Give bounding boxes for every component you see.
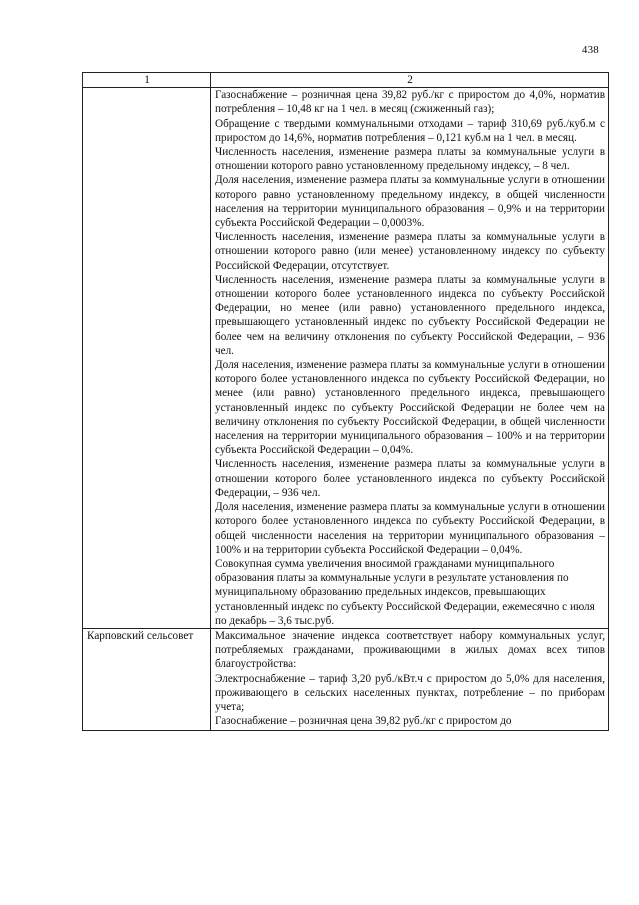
table-row (83, 628, 609, 730)
page-number: 438 (581, 44, 599, 56)
paragraph-total-payment-increase: Совокупная сумма увеличения вносимой гражданами муниципального образования платы за коммунальные услуги в результате установления по муниципальному образованию предельных индексов, превышающих установленный индекс по субъекту Российской Федерации, ежемесячно с июля по декабрь – 3,6 тыс.руб. (215, 557, 595, 627)
paragraph-share-above-index: Доля населения, изменение размера платы за коммунальные услуги в отношении которого более установленного индекса по субъекту Российской Федерации, в общей численности населения на территории муниципального образования – 100% и на территории субъекта Российской Федерации – 0,04%. (215, 501, 605, 556)
paragraph-population-below-index: Численность населения, изменение размера платы за коммунальные услуги в отношении которого равно (или менее) установленному индексу по субъекту Российской Федерации, отсутствует. (215, 231, 605, 272)
paragraph-gas-supply: Газоснабжение – розничная цена 39,82 руб./кг с приростом до 4,0%, норматив потребления – 10,48 кг на 1 чел. в месяц (сжиженный газ); (215, 89, 605, 116)
data-table (82, 72, 609, 731)
municipality-name-cell (83, 88, 211, 629)
paragraph-solid-waste: Обращение с твердыми коммунальными отходами – тариф 310,69 руб./куб.м с приростом до 14,6%, норматив потребления – 0,121 куб.м на 1 чел. в месяц. (215, 117, 605, 144)
paragraph-max-index-description: Максимальное значение индекса соответствует набору коммунальных услуг, потребляемых гражданами, проживающими в жилых домах всех типов благоустройства: (215, 629, 605, 671)
indicators-cell (211, 628, 609, 730)
paragraph-gas-supply-continued: Газоснабжение – розничная цена 39,82 руб./кг с приростом до (215, 715, 512, 728)
paragraph-share-between-indices: Доля населения, изменение размера платы за коммунальные услуги в отношении которого более установленного индекса по субъекту Российской Федерации, но менее (или равно) установленного предельного индекса, превышающего установленный индекс по субъекту Российской Федерации не более чем на величину отклонения по субъекту Российской Федерации, в общей численности населения на территории муниципального образования – 100% и на территории субъекта Российской Федерации – 0,04%. (215, 359, 605, 457)
indicators-cell (211, 88, 609, 629)
paragraph-electricity-supply: Электроснабжение – тариф 3,20 руб./кВт.ч с приростом до 5,0% для населения, проживающего в сельских населенных пунктах, потребление – по приборам учета; (215, 672, 605, 713)
table-header-row (83, 73, 609, 88)
paragraph-population-equal-index: Численность населения, изменение размера платы за коммунальные услуги в отношении которого равно установленному предельному индексу, – 8 чел. (215, 146, 605, 173)
paragraph-population-between-indices: Численность населения, изменение размера платы за коммунальные услуги в отношении которого более установленного индекса по субъекту Российской Федерации, но менее (или равно) установленного предельного индекса, превышающего установленный индекс по субъекту Российской Федерации не более чем на величину отклонения по субъекту Российской Федерации, – 936 чел. (215, 273, 605, 357)
paragraph-population-above-index: Численность населения, изменение размера платы за коммунальные услуги в отношении которого более установленного индекса по субъекту Российской Федерации, – 936 чел. (215, 458, 605, 499)
municipality-name-cell: Карповский сельсовет (83, 628, 211, 730)
paragraph-share-equal-index: Доля населения, изменение размера платы за коммунальные услуги в отношении которого равно установленному предельному индексу, в общей численности населения на территории муниципального образования – 0,9% и на территории субъекта Российской Федерации – 0,0003%. (215, 174, 605, 230)
header-cell-col-1: 1 (83, 73, 211, 88)
header-cell-col-2: 2 (211, 73, 609, 88)
table-row (83, 88, 609, 629)
